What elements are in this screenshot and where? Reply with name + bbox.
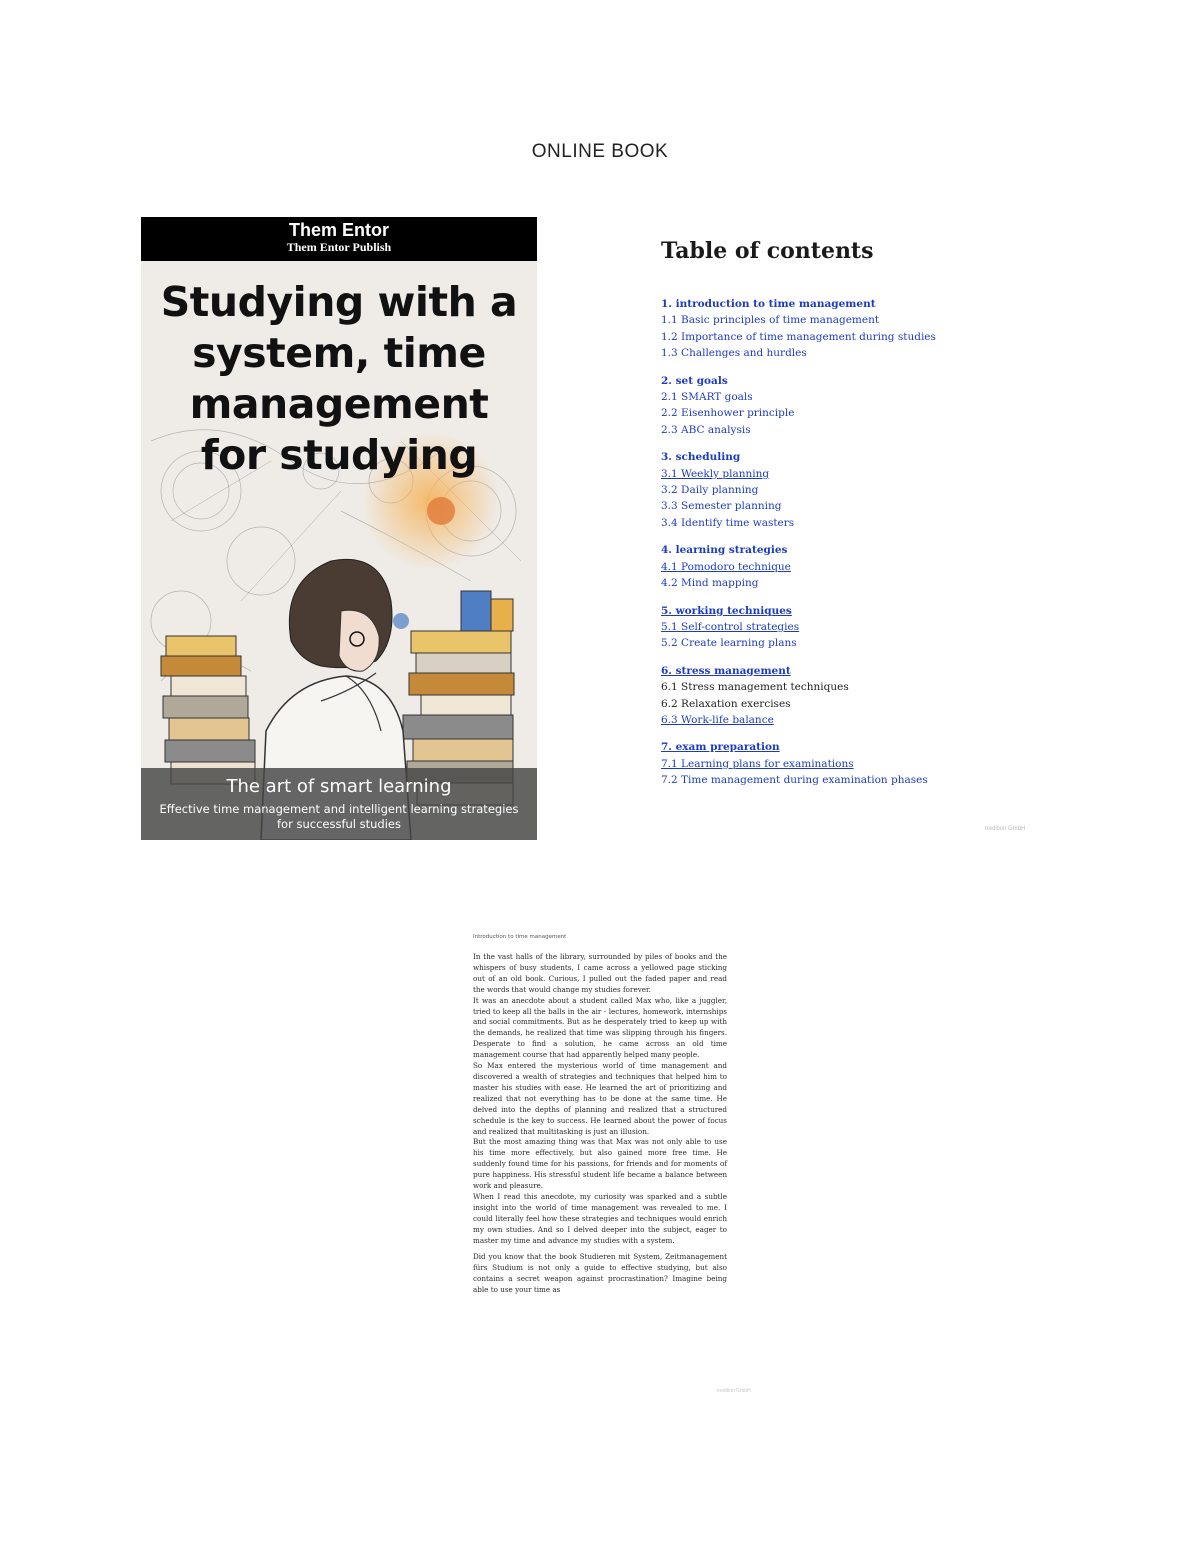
body-paragraph: Did you know that the book Studieren mit System, Zeitmanagement fürs Studium is not only a guide to effective studying, but also contains a secret weapon against procrastination? Imagine being able to use your time as <box>473 1252 727 1295</box>
toc-section <box>661 373 981 439</box>
body-paragraph: In the vast halls of the library, surrounded by piles of books and the whispers of busy students, I came across a yellowed page sticking out of an old book. Curious, I pulled out the faded paper and read the words that would change my studies forever. <box>473 952 727 994</box>
book-cover-image <box>141 217 537 840</box>
table-of-contents <box>661 296 981 800</box>
toc-item[interactable]: 6.3 Work-life balance <box>661 713 774 726</box>
body-paragraph: When I read this anecdote, my curiosity was sparked and a subtle insight into the world of time management was revealed to me. I could literally feel how these strategies and techniques would enrich my own studies. And so I delved deeper into the subject, eager to master my time and advance my studies with a system. <box>473 1191 727 1245</box>
toc-section-title[interactable]: 2. set goals <box>661 374 728 387</box>
body-paragraph: But the most amazing thing was that Max was not only able to use his time more effectively, but also gained more free time. He suddenly found time for his passions, for friends and for moments of pure happiness. His stressful student life became a balance between work and pleasure. <box>473 1137 727 1191</box>
cover-tagline: Effective time management and intelligent learning strategies for successful studies <box>159 802 519 831</box>
toc-item[interactable]: 3.3 Semester planning <box>661 500 782 513</box>
cover-title-line: management <box>189 380 489 428</box>
toc-section-title[interactable]: 5. working techniques <box>661 604 792 617</box>
cover-title-line: system, time <box>192 329 486 377</box>
cover-subtitle-band <box>141 768 537 840</box>
body-paragraph: So Max entered the mysterious world of time management and discovered a wealth of strategies and techniques that helped him to master his studies with ease. He learned the art of prioritizing and realized that not everything has to be done at the same time. He delved into the depths of planning and realized that a structured schedule is the key to success. He learned about the power of focus and realized that multitasking is just an illusion. <box>473 1061 727 1136</box>
toc-item[interactable]: 3.1 Weekly planning <box>661 467 770 480</box>
chapter-page-footer: tredition GmbH <box>717 1388 751 1394</box>
toc-section <box>661 296 981 362</box>
cover-title-line: for studying <box>200 431 478 479</box>
toc-item[interactable]: 4.1 Pomodoro technique <box>661 560 791 573</box>
toc-item[interactable]: 5.2 Create learning plans <box>661 637 797 650</box>
toc-item[interactable]: 4.2 Mind mapping <box>661 577 759 590</box>
body-paragraph: It was an anecdote about a student called Max who, like a juggler, tried to keep all the balls in the air - lectures, homework, internships and social commitments. But as he desperately tried to keep up with the demands, he realized that time was slipping through his fingers. Desperate to find a solution, he came across an old time management course that had apparently helped many people. <box>473 995 727 1060</box>
cover-title <box>141 277 537 481</box>
page-title: ONLINE BOOK <box>531 141 669 162</box>
toc-page-footer: tredition GmbH <box>985 826 1026 832</box>
toc-item[interactable]: 1.1 Basic principles of time management <box>661 314 880 327</box>
toc-section <box>661 663 981 729</box>
toc-item[interactable]: 2.1 SMART goals <box>661 391 753 404</box>
cover-publisher: Them Entor Publish <box>286 240 392 254</box>
toc-item[interactable]: 1.2 Importance of time management during studies <box>661 330 936 343</box>
cover-title-line: Studying with a <box>160 278 518 326</box>
toc-item[interactable]: 7.2 Time management during examination phases <box>661 774 928 787</box>
toc-section <box>661 449 981 531</box>
toc-section <box>661 542 981 591</box>
toc-item[interactable]: 2.3 ABC analysis <box>661 423 751 436</box>
toc-item[interactable]: 7.1 Learning plans for examinations <box>661 757 854 770</box>
toc-item[interactable]: 6.1 Stress management techniques <box>661 681 849 694</box>
toc-section-title[interactable]: 6. stress management <box>661 664 791 677</box>
toc-section-title[interactable]: 3. scheduling <box>661 451 741 464</box>
toc-item[interactable]: 6.2 Relaxation exercises <box>661 697 791 710</box>
toc-item[interactable]: 3.2 Daily planning <box>661 484 759 497</box>
toc-item[interactable]: 3.4 Identify time wasters <box>661 516 795 529</box>
toc-section <box>661 603 981 652</box>
toc-section-title[interactable]: 7. exam preparation <box>661 741 780 754</box>
toc-section <box>661 739 981 788</box>
toc-section-title[interactable]: 4. learning strategies <box>661 544 788 557</box>
cover-subtitle: The art of smart learning <box>226 776 452 797</box>
cover-author-band <box>141 217 537 261</box>
cover-author: Them Entor <box>288 220 389 240</box>
chapter-heading: Introduction to time management <box>473 934 567 940</box>
toc-heading: Table of contents <box>661 238 874 264</box>
toc-section-title[interactable]: 1. introduction to time management <box>661 298 876 310</box>
chapter-body <box>473 952 727 1296</box>
toc-item[interactable]: 5.1 Self-control strategies <box>661 620 800 633</box>
toc-item[interactable]: 1.3 Challenges and hurdles <box>661 347 807 360</box>
toc-item[interactable]: 2.2 Eisenhower principle <box>661 407 795 420</box>
